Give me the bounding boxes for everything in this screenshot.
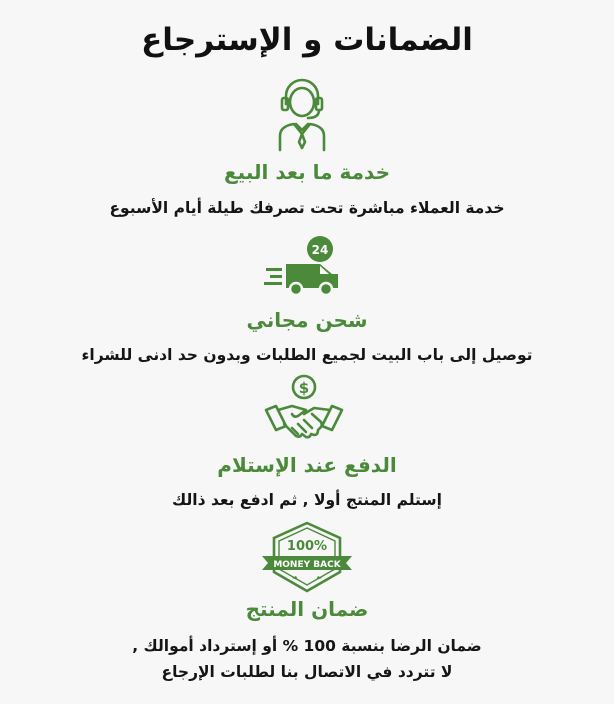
customer-service-headset-icon bbox=[270, 78, 334, 152]
handshake-dollar-icon bbox=[262, 374, 346, 446]
feature-heading-after-sales: خدمة ما بعد البيع bbox=[224, 160, 390, 184]
badge-percent-text: 100% bbox=[286, 539, 328, 554]
money-back-badge-icon bbox=[260, 520, 354, 594]
feature-heading-product-guarantee: ضمان المنتج bbox=[245, 597, 369, 621]
description-line: توصيل إلى باب البيت لجميع الطلبات وبدون حد ادنى للشراء bbox=[81, 346, 533, 364]
feature-heading-cash-on-delivery: الدفع عند الإستلام bbox=[217, 453, 397, 477]
delivery-truck-24h-icon bbox=[262, 234, 346, 298]
svg-text:$: $ bbox=[298, 379, 310, 397]
feature-heading-free-shipping: شحن مجاني bbox=[246, 308, 368, 332]
description-line: لا تتردد في الاتصال بنا لطلبات الإرجاع bbox=[161, 663, 453, 681]
description-line: خدمة العملاء مباشرة تحت تصرفك طيلة أيام الأسبوع bbox=[109, 199, 505, 217]
feature-description-cash-on-delivery bbox=[0, 489, 614, 511]
badge-money-back-text: MONEY BACK bbox=[273, 560, 341, 570]
feature-description-free-shipping bbox=[0, 344, 614, 366]
page-title: الضمانات و الإسترجاع bbox=[141, 22, 473, 58]
feature-description-after-sales bbox=[0, 197, 614, 219]
description-line: إستلم المنتج أولا , ثم ادفع بعد ذالك bbox=[172, 491, 442, 509]
description-line: ضمان الرضا بنسبة 100 % أو إسترداد أموالك , bbox=[132, 637, 482, 655]
feature-description-product-guarantee bbox=[0, 633, 614, 685]
svg-text:24: 24 bbox=[311, 243, 329, 257]
